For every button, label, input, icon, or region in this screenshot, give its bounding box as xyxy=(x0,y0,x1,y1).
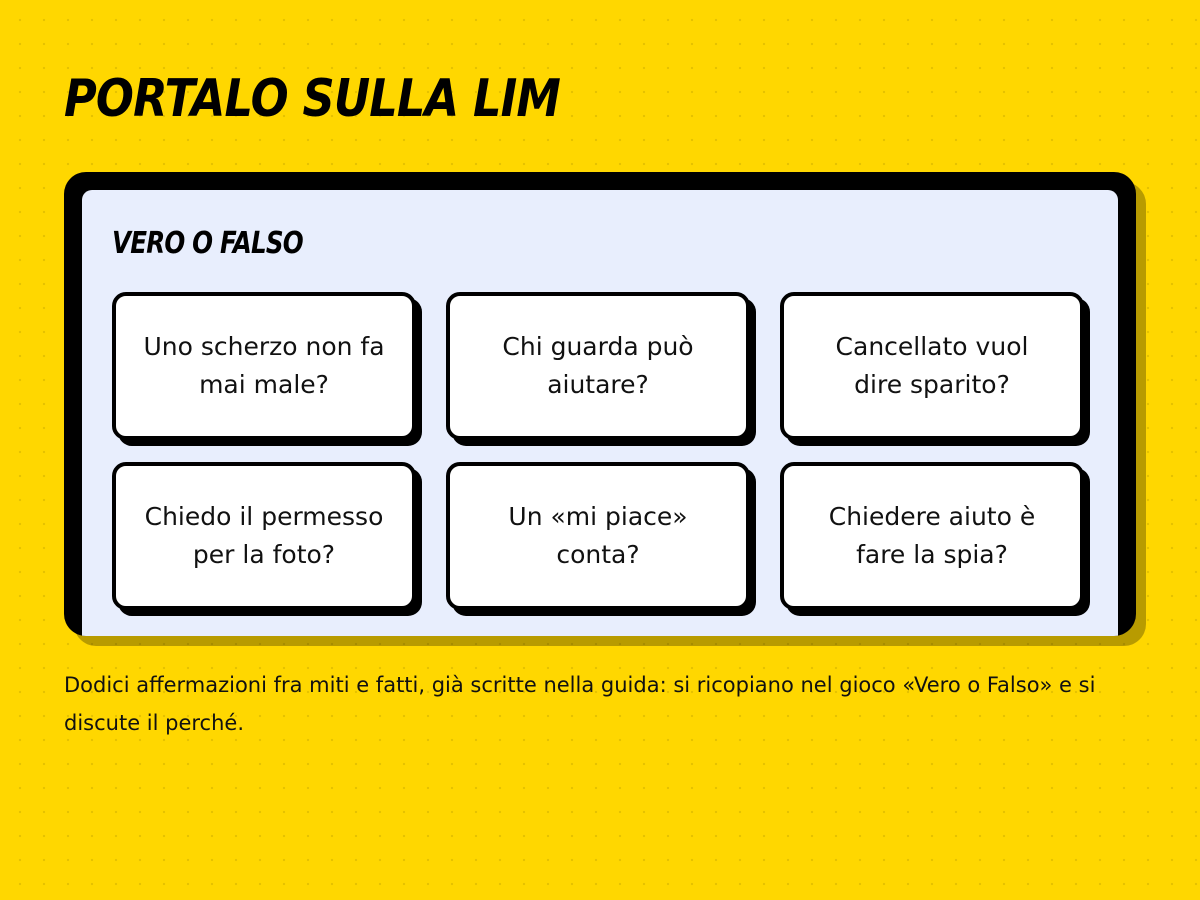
statement-text: Uno scherzo non fa mai male? xyxy=(143,332,385,399)
statement-text: Chi guarda può aiutare? xyxy=(502,332,694,399)
statement-card[interactable] xyxy=(112,292,416,440)
statement-text: Cancellato vuol dire sparito? xyxy=(835,332,1029,399)
statement-text: Un «mi piace» conta? xyxy=(508,502,688,569)
lim-board xyxy=(64,172,1136,636)
statement-card[interactable] xyxy=(446,292,750,440)
page-title: PORTALO SULLA LIM xyxy=(64,69,561,129)
statement-card[interactable] xyxy=(446,462,750,610)
statement-card[interactable] xyxy=(780,462,1084,610)
card-grid xyxy=(112,292,1088,610)
statement-text: Chiedere aiuto è fare la spia? xyxy=(828,502,1036,569)
statement-text: Chiedo il permesso per la foto? xyxy=(144,502,384,569)
statement-card[interactable] xyxy=(780,292,1084,440)
statement-card[interactable] xyxy=(112,462,416,610)
board-title: VERO O FALSO xyxy=(112,226,303,261)
description-text: Dodici affermazioni fra miti e fatti, già scritte nella guida: si ricopiano nel gioco «Vero o Falso» e si discute il perché. xyxy=(64,673,1096,735)
board-surface xyxy=(82,190,1118,636)
